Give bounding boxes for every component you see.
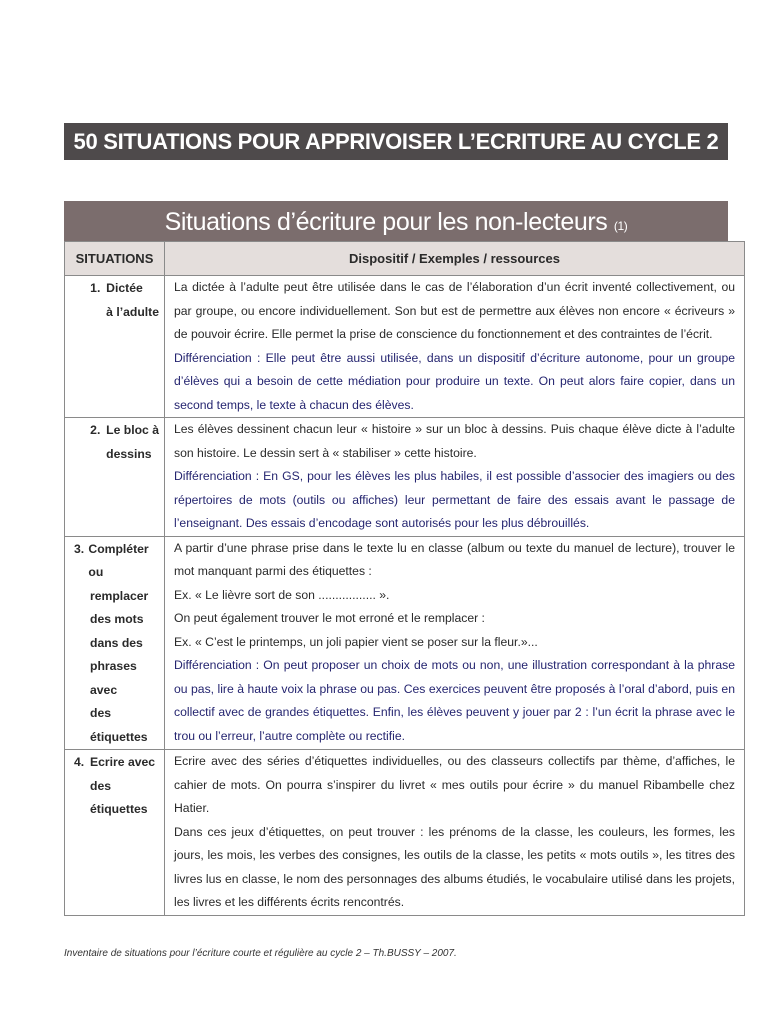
situation-label-line: des étiquettes (90, 778, 148, 816)
description-paragraph: Dans ces jeux d’étiquettes, on peut trouver : les prénoms de la classe, les couleurs, les formes, les jours, les mois, les verbes des consignes, les outils de la classe, les petits « mots outils », les titres des livres lus en classe, le nom des personnages des albums étudiés, le vocabulaire utilisé dans les projets, les livres et les différents écrits rencontrés. (174, 824, 735, 909)
situation-number: 2. (90, 423, 101, 437)
situation-label-line: Ecrire avec (90, 755, 156, 769)
footer-credit: Inventaire de situations pour l’écriture courte et régulière au cycle 2 – Th.BUSSY – 2007. (64, 948, 457, 959)
situation-label-line: phrases avec (90, 659, 137, 697)
table-header-row (65, 242, 745, 276)
differenciation-paragraph: Différenciation : En GS, pour les élèves les plus habiles, il est possible d’associer des imagiers ou des répertoires de mots (outils ou affiches) leur permettant de faire des essais avant le passage de l’enseignant. Des essais d’encodage sont autorisés pour les plus débrouillés. (174, 469, 735, 530)
situation-label-line: dans des (90, 635, 143, 650)
section-subtitle (64, 201, 728, 241)
page-title: 50 SITUATIONS POUR APPRIVOISER L’ECRITURE AU CYCLE 2 (64, 123, 728, 160)
situation-number: 4. (74, 755, 85, 769)
content-cell (165, 536, 745, 750)
situation-cell (65, 536, 165, 750)
situation-label-line: dessins (106, 446, 152, 461)
situation-label-line: Compléter ou (88, 541, 149, 579)
description-paragraph: La dictée à l’adulte peut être utilisée dans le cas de l’élaboration d’un écrit inventé collectivement, ou par groupe, ou encore individuellement. Son but est de permettre aux élèves non encore « écriveurs » de pouvoir écrire. Elle permet la prise de conscience du fonctionnement et des contraintes de l’écrit. (174, 280, 735, 341)
description-paragraph: Les élèves dessinent chacun leur « histoire » sur un bloc à dessins. Puis chaque élève dicte à l’adulte son histoire. Le dessin sert à « stabiliser » cette histoire. (174, 422, 735, 460)
subtitle-text: Situations d’écriture pour les non-lecteurs (164, 208, 608, 236)
differenciation-paragraph: Différenciation : Elle peut être aussi utilisée, dans un dispositif d’écriture autonome, pour un groupe d’élèves qui a besoin de cette médiation pour produire un texte. On peut alors faire copier, dans un second temps, le texte à chacun des élèves. (174, 350, 735, 412)
content-cell (165, 750, 745, 916)
table-row (65, 276, 745, 418)
situation-cell (65, 750, 165, 916)
content-cell (165, 418, 745, 537)
situation-number: 1. (90, 281, 101, 295)
table-row (65, 418, 745, 537)
header-situations: SITUATIONS (65, 242, 165, 276)
situation-label-line: Le bloc à (106, 423, 159, 437)
situation-label-line: Dictée (106, 281, 143, 295)
table-row (65, 750, 745, 916)
subtitle-footnote-ref: (1) (613, 219, 628, 233)
situation-cell (65, 418, 165, 537)
content-line: A partir d’une phrase prise dans le texte lu en classe (album ou texte du manuel de lecture), trouver le mot manquant parmi des étiquettes : (174, 540, 735, 578)
content-line: Ex. « C’est le printemps, un joli papier vient se poser sur la fleur.»... (174, 634, 538, 649)
content-line: Ex. « Le lièvre sort de son ................. ». (174, 587, 390, 602)
content-line: On peut également trouver le mot erroné et le remplacer : (174, 611, 485, 625)
situation-cell (65, 276, 165, 418)
situation-label-line: des étiquettes (90, 706, 148, 744)
situation-label-line: remplacer (90, 588, 149, 603)
situation-label-line: à l’adulte (106, 304, 159, 319)
situation-label-line: des mots (90, 612, 144, 626)
differenciation-paragraph: Différenciation : On peut proposer un choix de mots ou non, une illustration correspondant à la phrase ou pas, lire à haute voix la phrase ou pas. Ces exercices peuvent être proposés à l’oral d’abord, puis en collectif avec de grandes étiquettes. Enfin, les élèves peuvent y jouer par 2 : l’un écrit la phrase avec le trou ou l’erreur, l’autre complète ou rectifie. (174, 658, 735, 743)
description-paragraph: Ecrire avec des séries d’étiquettes individuelles, ou des classeurs collectifs par thème, d’affiches, le cahier de mots. On pourra s’inspirer du livret « mes outils pour écrire » du manuel Ribambelle chez Hatier. (174, 754, 735, 815)
header-dispositif: Dispositif / Exemples / ressources (165, 242, 745, 276)
table-row (65, 536, 745, 750)
situation-number: 3. (74, 541, 85, 556)
situations-table (64, 241, 745, 916)
content-cell (165, 276, 745, 418)
